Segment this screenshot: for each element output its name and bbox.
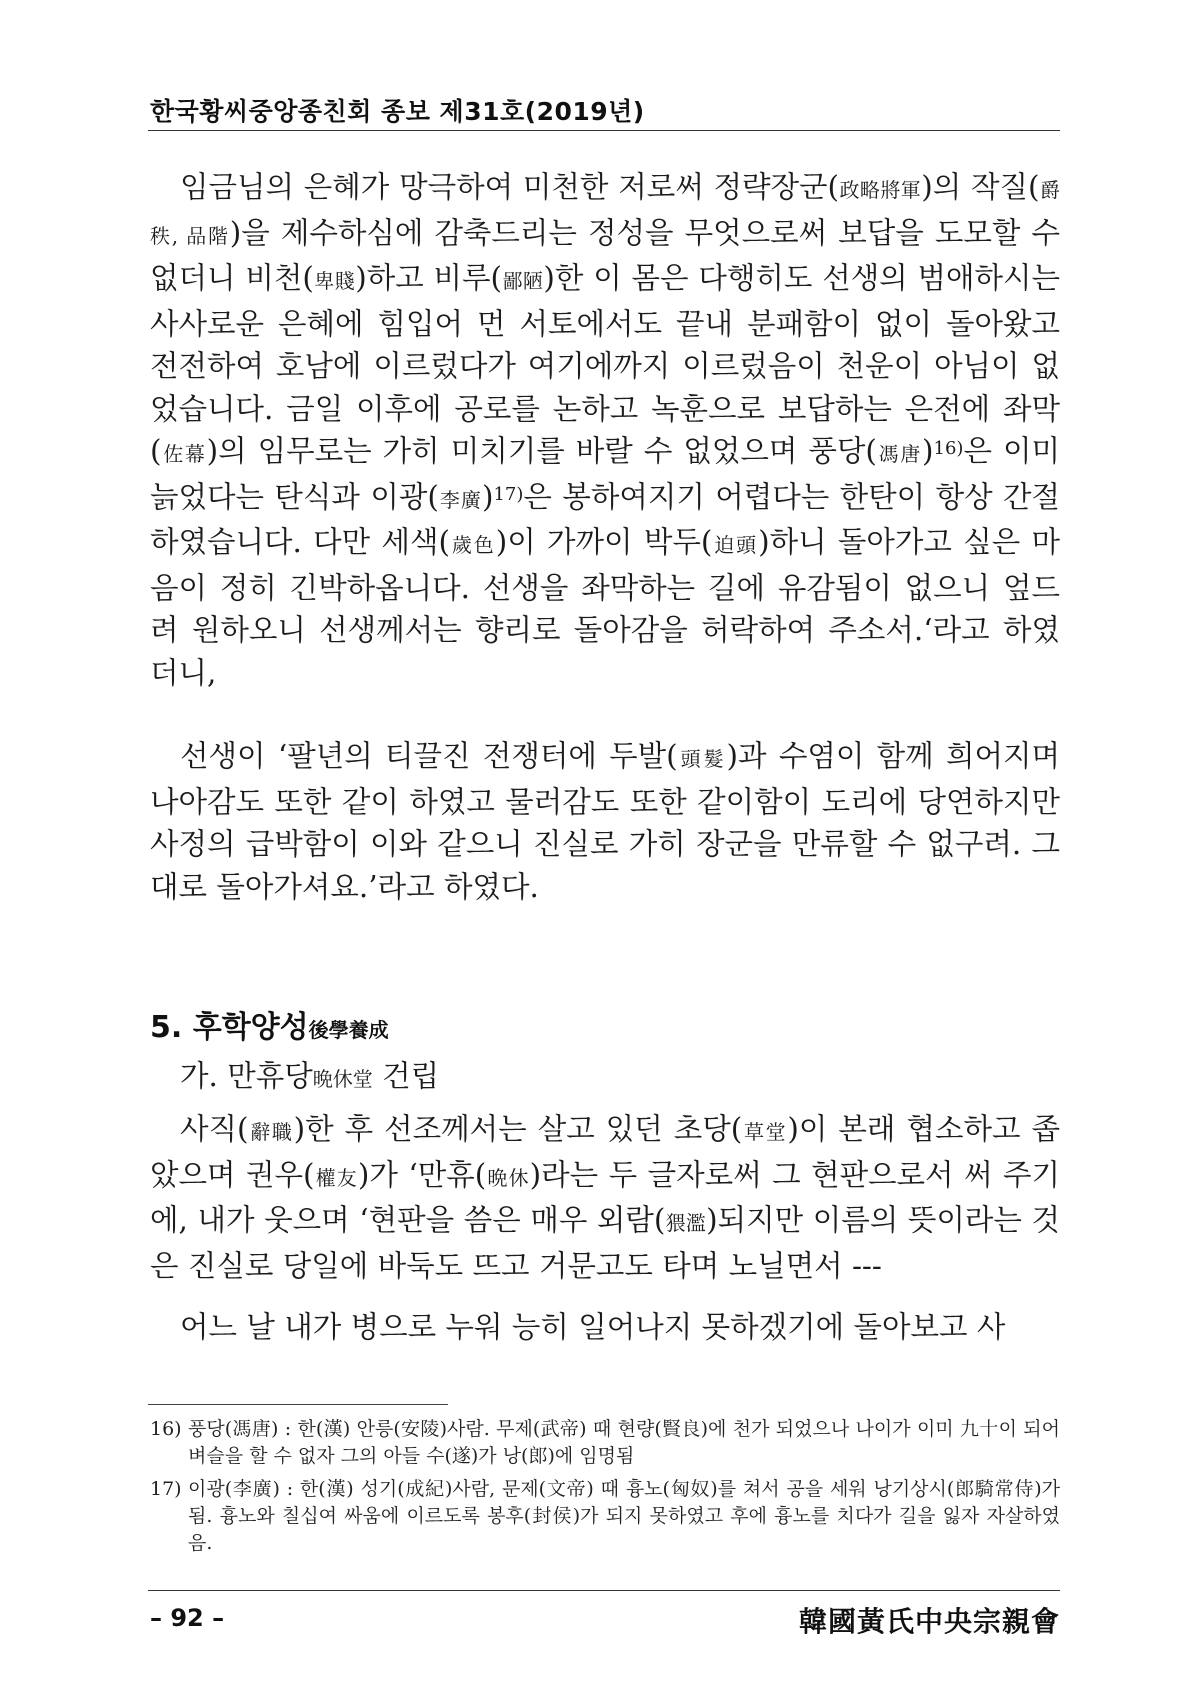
hanja-annotation: 李廣 <box>438 487 482 512</box>
hanja-annotation: 迫頭 <box>712 533 759 557</box>
running-header: 한국황씨중앙종친회 종보 제31호(2019년) <box>150 97 645 126</box>
footnote-ref-17[interactable]: 17) <box>493 483 524 505</box>
hanja-annotation: 爵秩, 品階 <box>150 178 1061 248</box>
hanja-annotation: 鄙陋 <box>502 269 544 293</box>
body-paragraph-3: 사직(辭職)한 후 선조께서는 살고 있던 초당(草堂)이 본래 협소하고 좁았으며 권우(權友)가 ‘만휴(晩休)라는 두 글자로써 그 현판으로서 써 주기에, 내가 웃으며 ‘현판을 씀은 매우 외람(猥濫)되지만 이름의 뜻이라는 것은 진실로 당일에 바둑도 뜨고 거문고도 타며 노닐면서 --- <box>150 1112 1061 1283</box>
footnote-text: 풍당(馮唐) : 한(漢) 안릉(安陵)사람. 무제(武帝) 때 현량(賢良)에 천가 되었으나 나이가 이미 九十이 되어 벼슬을 할 수 없자 그의 아들 수(遂)가 낭(郎)에 임명됨 <box>188 1418 1060 1467</box>
footnote-16 <box>150 1416 1060 1470</box>
hanja-annotation: 馮唐 <box>876 442 922 466</box>
page-number: – 92 – <box>150 1604 225 1632</box>
footnote-divider <box>148 1404 448 1405</box>
hanja-annotation: 卑賤 <box>313 269 356 293</box>
hanja-annotation: 晩休 <box>486 1165 530 1190</box>
section-heading: 5. 후학양성後學養成 <box>150 1010 389 1045</box>
body-paragraph-2: 선생이 ‘팔년의 티끌진 전쟁터에 두발(頭髮)과 수염이 함께 희어지며 나아감도 또한 같이 하였고 물러감도 또한 같이함이 도리에 당연하지만 사정의 급박함이 이와 같으니 진실로 가히 장군을 만류할 수 없구려. 그대로 돌아가셔요.’라고 하였다. <box>150 739 1060 904</box>
footnote-text: 이광(李廣) : 한(漢) 성기(成紀)사람, 문제(文帝) 때 흉노(匈奴)를 쳐서 공을 세워 낭기상시(郎騎常侍)가 됨. 흉노와 칠십여 싸움에 이르도록 봉후(封侯)가 되지 못하였고 후에 흉노를 치다가 길을 잃자 자살하였음. <box>188 1478 1060 1554</box>
body-paragraph-1: 임금님의 은혜가 망극하여 미천한 저로써 정략장군(政略將軍)의 작질(爵秩, 品階)을 제수하심에 감축드리는 정성을 무엇으로써 보답을 도모할 수 없더니 비천(卑賤)하고 비루(鄙陋)한 이 몸은 다행히도 선생의 범애하시는 사사로운 은혜에 힘입어 먼 서토에서도 끝내 분패함이 없이 돌아왔고 전전하여 호남에 이르렀다가 여기에까지 이르렀음이 천운이 아님이 없었습니다. 금일 이후에 공로를 논하고 녹훈으로 보답하는 은전에 좌막(佐幕)의 임무로는 가히 미치기를 바랄 수 없었으며 풍당(馮唐)$^{16)}$은 이미 늙었다는 탄식과 이광(李廣)$^{17)}$은 봉하여지기 어렵다는 한탄이 항상 간절하였습니다. 다만 세색(歲色)이 가까이 박두(迫頭)하니 돌아가고 싶은 마음이 정히 긴박하옵니다. 선생을 좌막하는 길에 유감됨이 없으니 엎드려 원하오니 선생께서는 향리로 돌아감을 허락하여 주소서.‘라고 하였더니, <box>150 170 1061 690</box>
section-heading-hanja: 後學養成 <box>308 1018 389 1042</box>
hanja-annotation: 辭職 <box>248 1120 294 1144</box>
subsection-heading: 가. 만휴당晩休堂 건립 <box>180 1059 440 1093</box>
hanja-annotation: 猥濫 <box>665 1211 707 1235</box>
header-divider <box>148 130 1060 131</box>
footnote-number: 16) <box>150 1418 182 1440</box>
hanja-annotation: 權友 <box>314 1165 358 1190</box>
footer-organization-name: 韓國黃氏中央宗親會 <box>798 1605 1060 1638</box>
footnote-ref-16[interactable]: 16) <box>933 438 964 459</box>
hanja-annotation: 頭髮 <box>677 747 727 771</box>
hanja-annotation: 佐幕 <box>161 442 207 466</box>
hanja-annotation: 政略將軍 <box>839 178 922 202</box>
hanja-annotation: 草堂 <box>742 1120 788 1144</box>
body-paragraph-4: 어느 날 내가 병으로 누워 능히 일어나지 못하겠기에 돌아보고 사 <box>180 1310 1006 1344</box>
subsection-heading-hanja: 晩休堂 <box>312 1067 373 1091</box>
footnote-17 <box>150 1476 1060 1557</box>
footnotes <box>150 1416 1060 1563</box>
hanja-annotation: 歲色 <box>449 533 496 557</box>
footer-divider <box>148 1590 1060 1591</box>
footnote-number: 17) <box>150 1478 182 1500</box>
